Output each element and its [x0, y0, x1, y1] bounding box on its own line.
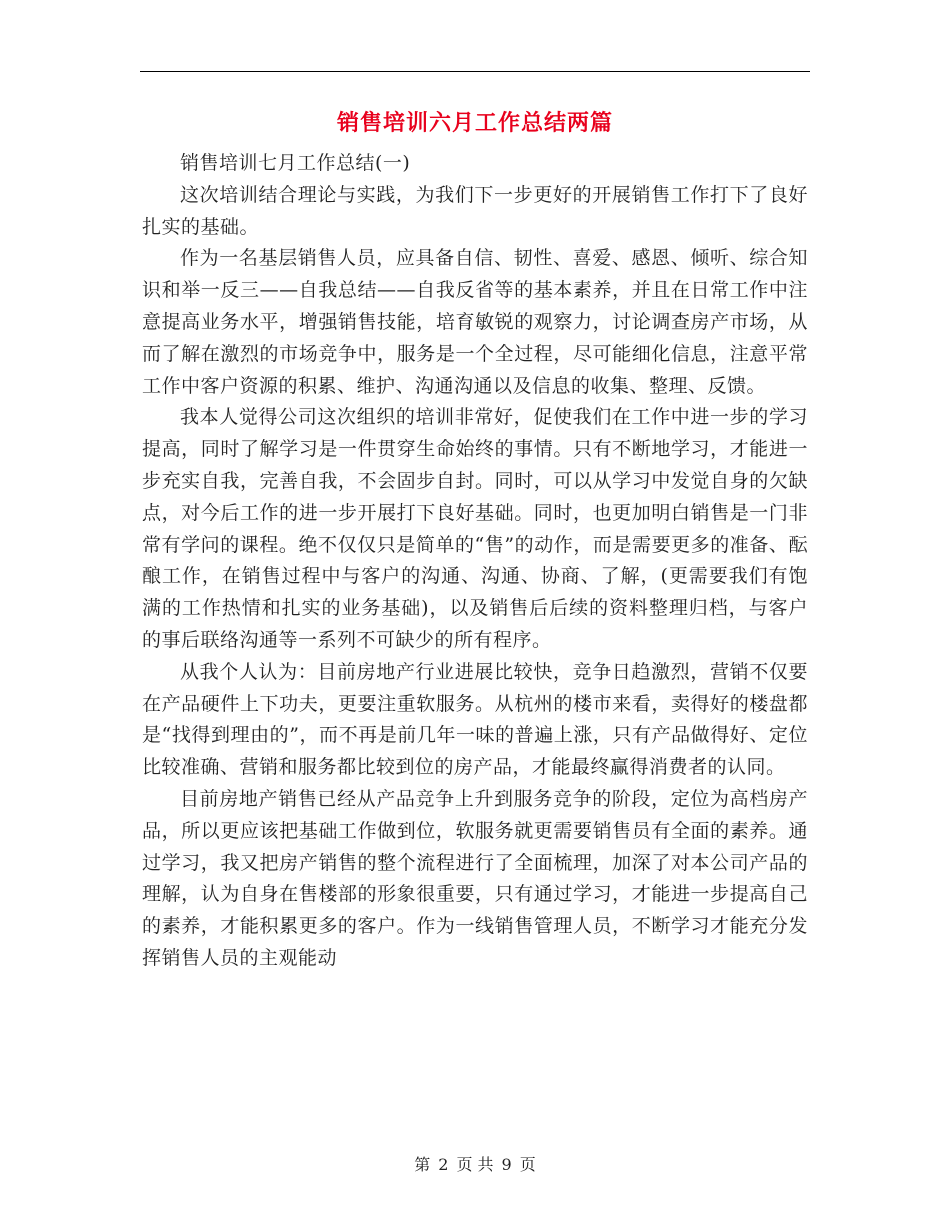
page-number-total: 9: [501, 1155, 512, 1174]
page-footer: [0, 1154, 950, 1176]
body-paragraph: 我本人觉得公司这次组织的培训非常好，促使我们在工作中进一步的学习提高，同时了解学习是一件贯穿生命始终的事情。只有不断地学习，才能进一步充实自我，完善自我，不会固步自封。同时，可以从学习中发觉自身的欠缺点，对今后工作的进一步开展打下良好基础。同时，也更加明白销售是一门非常有学问的课程。绝不仅仅只是简单的“售”的动作，而是需要更多的准备、酝酿工作，在销售过程中与客户的沟通、沟通、协商、了解，(更需要我们有饱满的工作热情和扎实的业务基础)，以及销售后后续的资料整理归档，与客户的事后联络沟通等一系列不可缺少的所有程序。: [142, 406, 808, 651]
document-body: [142, 148, 808, 975]
page-number-suffix: 页: [519, 1155, 536, 1174]
body-paragraph: 作为一名基层销售人员，应具备自信、韧性、喜爱、感恩、倾听、综合知识和举一反三——自我总结——自我反省等的基本素养，并且在日常工作中注意提高业务水平，增强销售技能，培育敏锐的观察力，讨论调查房产市场，从而了解在激烈的市场竞争中，服务是一个全过程，尽可能细化信息，注意平常工作中客户资源的积累、维护、沟通沟通以及信息的收集、整理、反馈。: [142, 247, 808, 397]
section-heading: 销售培训七月工作总结(一): [180, 152, 411, 174]
header-rule: [140, 71, 810, 72]
body-paragraph: 这次培训结合理论与实践，为我们下一步更好的开展销售工作打下了良好扎实的基础。: [142, 183, 808, 238]
page-number-prefix: 第: [414, 1155, 431, 1174]
page-number-middle: 页 共: [456, 1155, 494, 1174]
body-paragraph: 目前房地产销售已经从产品竞争上升到服务竞争的阶段，定位为高档房产品，所以更应该把基础工作做到位，软服务就更需要销售员有全面的素养。通过学习，我又把房产销售的整个流程进行了全面梳理，加深了对本公司产品的理解，认为自身在售楼部的形象很重要，只有通过学习，才能进一步提高自己的素养，才能积累更多的客户。作为一线销售管理人员，不断学习才能充分发挥销售人员的主观能动: [142, 787, 808, 969]
page-number-current: 2: [438, 1155, 449, 1174]
document-title: 销售培训六月工作总结两篇: [336, 111, 613, 136]
body-paragraph: 从我个人认为：目前房地产行业进展比较快，竞争日趋激烈，营销不仅要在产品硬件上下功夫，更要注重软服务。从杭州的楼市来看，卖得好的楼盘都是“找得到理由的”，而不再是前几年一味的普遍上涨，只有产品做得好、定位比较准确、营销和服务都比较到位的房产品，才能最终赢得消费者的认同。: [142, 660, 808, 779]
